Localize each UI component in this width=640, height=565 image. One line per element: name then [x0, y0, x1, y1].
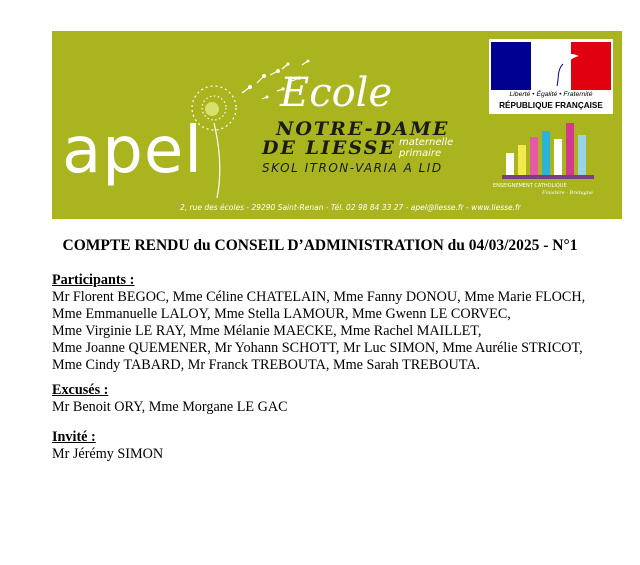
participants-section — [52, 272, 585, 374]
enseignement-catholique-logo-icon — [492, 117, 612, 183]
school-address: 2, rue des écoles - 29290 Saint-Renan - Tél. 02 98 84 33 27 - apel@liesse.fr - www.liesse.fr — [180, 203, 521, 212]
invite-line: Mr Jérémy SIMON — [52, 446, 164, 462]
level-primaire: primaire — [399, 148, 442, 159]
header-banner — [52, 31, 622, 219]
republique-francaise-logo — [489, 39, 613, 114]
school-word: Ecole — [280, 70, 393, 116]
document-title: COMPTE RENDU du CONSEIL D’ADMINISTRATION du 04/03/2025 - N°1 — [62, 237, 578, 254]
participants-line: Mr Florent BEGOC, Mme Céline CHATELAIN, Mme Fanny DONOU, Mme Marie FLOCH, — [52, 289, 586, 305]
breton-name: SKOL ITRON-VARIA A LID — [262, 161, 443, 175]
participants-line: Mme Virginie LE RAY, Mme Mélanie MAECKE, Mme Rachel MAILLET, — [52, 323, 482, 339]
invite-label: Invité : — [52, 429, 96, 445]
participants-line: Mme Joanne QUEMENER, Mr Yohann SCHOTT, Mr Luc SIMON, Mme Aurélie STRICOT, — [52, 340, 583, 356]
apel-logo-text: apel — [62, 114, 203, 188]
excuses-section — [52, 382, 288, 416]
marianne-icon — [491, 42, 611, 90]
school-name-line2: DE LIESSE — [262, 137, 396, 159]
school-name-line1: NOTRE-DAME — [276, 118, 450, 140]
participants-line: Mme Cindy TABARD, Mr Franck TREBOUTA, Mme Sarah TREBOUTA. — [52, 357, 481, 373]
participants-label: Participants : — [52, 272, 135, 288]
excuses-line: Mr Benoit ORY, Mme Morgane LE GAC — [52, 399, 288, 415]
republic-name: RÉPUBLIQUE FRANÇAISE — [499, 101, 603, 110]
level-maternelle: maternelle — [399, 137, 454, 148]
excuses-label: Excusés : — [52, 382, 109, 398]
invite-section — [52, 429, 163, 463]
participants-line: Mme Emmanuelle LALOY, Mme Stella LAMOUR, Mme Gwenn LE CORVEC, — [52, 306, 511, 322]
catholic-label: ENSEIGNEMENT CATHOLIQUE — [493, 183, 567, 189]
catholic-region: Finistère · Bretagne — [542, 190, 593, 196]
republic-motto: Liberté • Égalité • Fraternité — [509, 91, 593, 98]
